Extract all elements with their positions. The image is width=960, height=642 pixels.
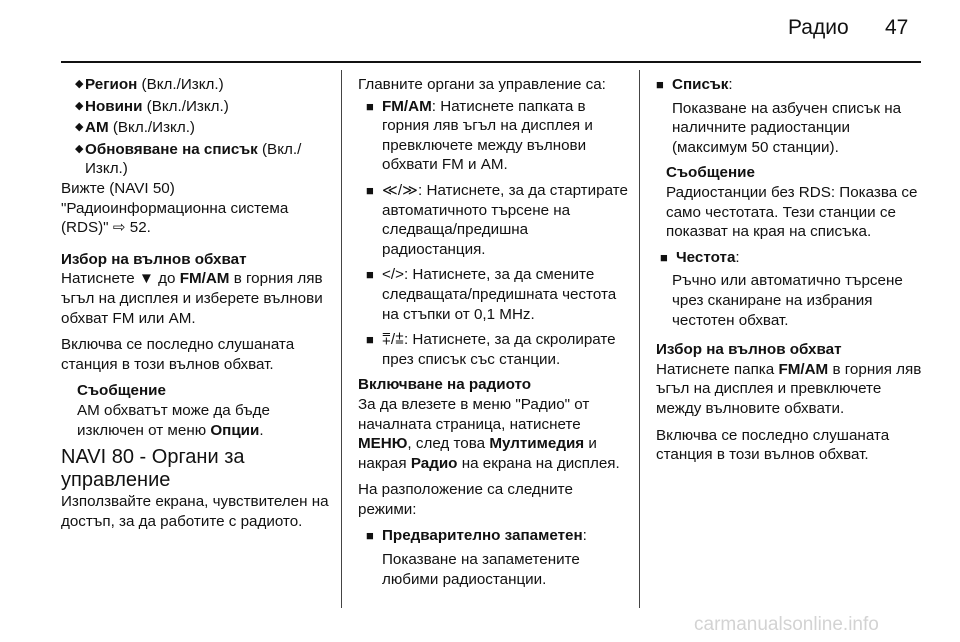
mode-description: Показване на запаметените любими радиостанции.	[382, 551, 580, 588]
note-text: AM обхватът може да бъде изключен от меню Опции.	[77, 401, 270, 439]
square-bullet-icon: ■	[660, 249, 668, 265]
column-right	[656, 75, 922, 472]
note-title: Съобщение	[666, 164, 755, 182]
note-box	[656, 163, 922, 241]
list-item: ■ ≪/≫: Натиснете, за да стартирате автоматичното търсене на следваща/предишна радиостанция.	[366, 181, 628, 258]
page-number: 47	[885, 16, 909, 39]
list-item: ■ Честота:	[660, 248, 740, 266]
band-heading: Избор на вълнов обхват	[656, 341, 842, 359]
square-bullet-icon: ■	[366, 267, 374, 283]
see-reference: Вижте (NAVI 50) "Радиоинформационна система (RDS)" ⇨ 52.	[61, 179, 289, 237]
list-item: ◆ Обновяване на списък (Вкл./Изкл.)	[75, 140, 302, 178]
list-description: Показване на азбучен списък на наличните радиостанции (максимум 50 станции).	[672, 99, 902, 156]
list-item: ■ FM/AM: Натиснете папката в горния ляв ъгъл на дисплея и превключете между вълнови обхвати FM и AM.	[366, 97, 593, 174]
list-item: ◆ AM (Вкл./Изкл.)	[75, 119, 195, 137]
step-arrows-icon: </>	[382, 266, 404, 284]
diamond-bullet-icon: ◆	[75, 78, 84, 90]
diamond-bullet-icon: ◆	[75, 142, 84, 155]
intro-text: Главните органи за управление са:	[358, 76, 606, 93]
page-title: Радио	[788, 16, 849, 39]
square-bullet-icon: ■	[366, 528, 374, 544]
list-item: ■ Предварително запаметен:	[366, 527, 587, 545]
header-rule	[61, 61, 921, 63]
diamond-bullet-icon: ◆	[75, 99, 84, 112]
band-text: Натиснете ▼ до FM/AM в горния ляв ъгъл на дисплея и изберете вълнови обхват FM или AM.	[61, 270, 323, 327]
square-bullet-icon: ■	[366, 182, 374, 198]
note-box	[61, 381, 337, 440]
page-header	[0, 0, 960, 62]
note-text: Радиостанции без RDS: Показва се само честотата. Тези станции се показват на края на списъка.	[666, 183, 918, 241]
frequency-description: Ръчно или автоматично търсене чрез сканиране на избрания честотен обхват.	[672, 272, 903, 329]
column-left	[61, 75, 337, 538]
list-item: ■ </>: Натиснете, за да смените следващата/предишната честота на стъпки от 0,1 MHz.	[366, 266, 617, 323]
list-item: ■ Списък:	[656, 76, 733, 93]
section-text: Използвайте екрана, чувствителен на достъп, за да работите с радиото.	[61, 493, 329, 530]
scroll-arrows-icon: ⩱/⩲	[382, 331, 404, 349]
column-middle	[358, 75, 634, 595]
list-item: ◆ Новини (Вкл./Изкл.)	[75, 97, 229, 115]
modes-text: На разположение са следните режими:	[358, 481, 573, 518]
square-bullet-icon: ■	[366, 332, 374, 348]
diamond-bullet-icon: ◆	[75, 121, 84, 134]
section-title: NAVI 80 - Органи за управление	[61, 446, 245, 492]
list-item: ◆ Регион (Вкл./Изкл.)	[75, 76, 224, 93]
note-title: Съобщение	[77, 382, 166, 400]
list-item: ■ ⩱/⩲: Натиснете, за да скролирате през списък със станции.	[366, 331, 616, 368]
radio-on-text: За да влезете в меню "Радио" от началната страница, натиснете МЕНЮ, след това Мултимедия и накрая Радио на екрана на дисплея.	[358, 395, 620, 472]
column-divider	[639, 70, 640, 608]
column-divider	[341, 70, 342, 608]
radio-on-heading: Включване на радиото	[358, 376, 531, 394]
last-station-text: Включва се последно слушаната станция в този вълнов обхват.	[61, 336, 295, 373]
band-heading: Избор на вълнов обхват	[61, 250, 247, 268]
band-text: Натиснете папка FM/AM в горния ляв ъгъл на дисплея и превключете между вълновите обхвати.	[656, 360, 922, 417]
last-station-text: Включва се последно слушаната станция в този вълнов обхват.	[656, 426, 890, 464]
watermark: carmanualsonline.info	[694, 614, 879, 635]
square-bullet-icon: ■	[656, 77, 664, 92]
seek-arrows-icon: ≪/≫	[382, 181, 419, 199]
square-bullet-icon: ■	[366, 98, 374, 114]
page-ref-arrow-icon: ⇨	[112, 219, 126, 237]
